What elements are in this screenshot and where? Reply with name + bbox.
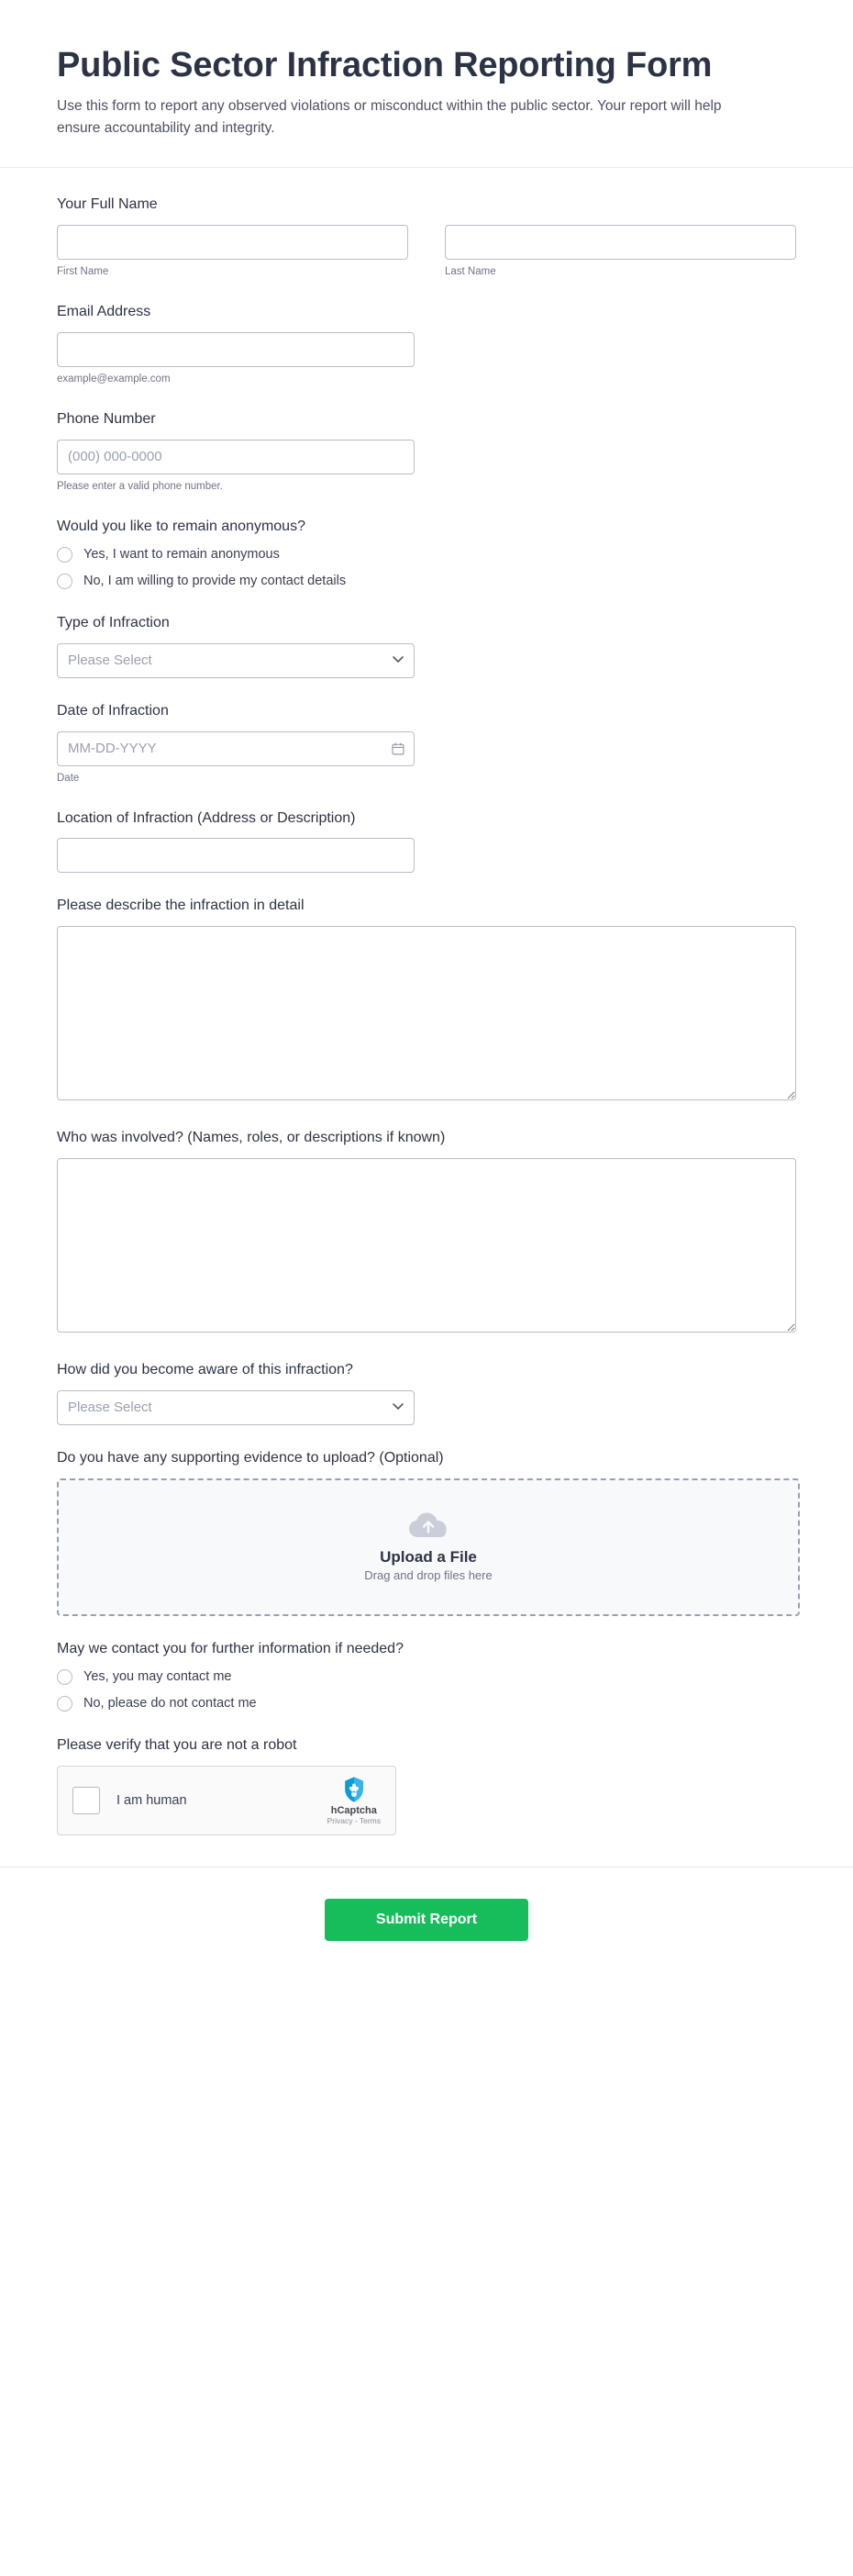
field-upload — [57, 1449, 796, 1616]
phone-group — [57, 440, 415, 494]
full-name-row — [57, 225, 796, 279]
field-involved — [57, 1129, 796, 1337]
field-phone — [57, 410, 796, 494]
anonymous-option-no-label: No, I am willing to provide my contact details — [83, 574, 347, 589]
contact-permission-option-yes-label: Yes, you may contact me — [83, 1669, 232, 1685]
radio-icon[interactable] — [57, 1696, 72, 1712]
first-name-sublabel: First Name — [57, 266, 109, 278]
infraction-date-sublabel: Date — [57, 772, 80, 784]
phone-input[interactable] — [57, 440, 415, 474]
field-contact-permission — [57, 1640, 796, 1712]
description-textarea[interactable] — [57, 926, 796, 1100]
contact-permission-label: May we contact you for further information if needed? — [57, 1640, 404, 1656]
field-description — [57, 897, 796, 1105]
page-title: Public Sector Infraction Reporting Form — [57, 46, 713, 84]
email-group — [57, 332, 415, 386]
field-awareness — [57, 1361, 796, 1425]
file-upload-dropzone[interactable] — [57, 1478, 800, 1616]
contact-permission-option-no[interactable] — [57, 1695, 796, 1712]
phone-label: Phone Number — [57, 410, 156, 427]
first-name-group — [57, 225, 408, 279]
contact-permission-option-yes[interactable] — [57, 1668, 796, 1686]
involved-textarea[interactable] — [57, 1158, 796, 1333]
field-location — [57, 809, 796, 874]
hcaptcha-checkbox-label: I am human — [116, 1792, 187, 1808]
hcaptcha-brand-name: hCaptcha — [330, 1804, 377, 1816]
field-anonymous — [57, 518, 796, 590]
infraction-date-label: Date of Infraction — [57, 702, 169, 719]
submit-button[interactable]: Submit Report — [325, 1899, 528, 1941]
form-footer — [0, 1867, 853, 1992]
involved-label: Who was involved? (Names, roles, or descriptions if known) — [57, 1130, 446, 1146]
infraction-date-input[interactable] — [57, 731, 415, 766]
radio-icon[interactable] — [57, 574, 72, 589]
page-subtitle: Use this form to report any observed violations or misconduct within the public sector. Your report will help ensure accountability and integrity. — [57, 98, 722, 137]
anonymous-option-yes-label: Yes, I want to remain anonymous — [83, 547, 280, 563]
hcaptcha-checkbox-group[interactable] — [72, 1787, 187, 1814]
field-email — [57, 303, 796, 386]
field-captcha — [57, 1736, 796, 1835]
hcaptcha-widget[interactable] — [57, 1766, 396, 1835]
anonymous-label: Would you like to remain anonymous? — [57, 518, 305, 534]
full-name-label: Your Full Name — [57, 196, 158, 213]
infraction-type-label: Type of Infraction — [57, 615, 170, 631]
hcaptcha-checkbox[interactable] — [72, 1787, 100, 1814]
location-label: Location of Infraction (Address or Description) — [57, 809, 356, 826]
location-group — [57, 838, 415, 873]
infraction-date-wrap — [57, 731, 415, 766]
email-label: Email Address — [57, 304, 151, 320]
field-infraction-type — [57, 614, 796, 678]
contact-permission-option-no-label: No, please do not contact me — [83, 1696, 257, 1712]
anonymous-option-no[interactable] — [57, 573, 796, 590]
upload-cloud-icon — [407, 1511, 449, 1541]
hcaptcha-logo-icon — [340, 1776, 368, 1803]
awareness-select-wrap[interactable] — [57, 1390, 415, 1425]
field-infraction-date — [57, 702, 796, 786]
radio-icon[interactable] — [57, 1669, 72, 1685]
infraction-type-select[interactable] — [57, 643, 415, 678]
awareness-label: How did you become aware of this infraction? — [57, 1362, 353, 1377]
captcha-label: Please verify that you are not a robot — [57, 1737, 297, 1754]
awareness-select[interactable] — [57, 1390, 415, 1425]
hcaptcha-brand — [327, 1776, 381, 1825]
last-name-sublabel: Last Name — [445, 266, 496, 278]
form-body — [0, 168, 853, 1834]
phone-sublabel: Please enter a valid phone number. — [57, 480, 223, 492]
anonymous-option-yes[interactable] — [57, 546, 796, 563]
form-header — [0, 0, 853, 168]
upload-title: Upload a File — [380, 1548, 477, 1567]
upload-hint: Drag and drop files here — [364, 1568, 493, 1583]
upload-label: Do you have any supporting evidence to upload? (Optional) — [57, 1449, 444, 1466]
location-input[interactable] — [57, 838, 415, 873]
field-full-name — [57, 195, 796, 279]
hcaptcha-links[interactable]: Privacy - Terms — [327, 1815, 381, 1825]
first-name-input[interactable] — [57, 225, 408, 260]
infraction-type-select-wrap[interactable] — [57, 643, 415, 678]
last-name-input[interactable] — [445, 225, 796, 260]
email-field[interactable] — [57, 332, 415, 367]
radio-icon[interactable] — [57, 547, 72, 563]
last-name-group — [445, 225, 796, 279]
description-label: Please describe the infraction in detail — [57, 898, 305, 914]
email-sublabel: example@example.com — [57, 373, 171, 385]
